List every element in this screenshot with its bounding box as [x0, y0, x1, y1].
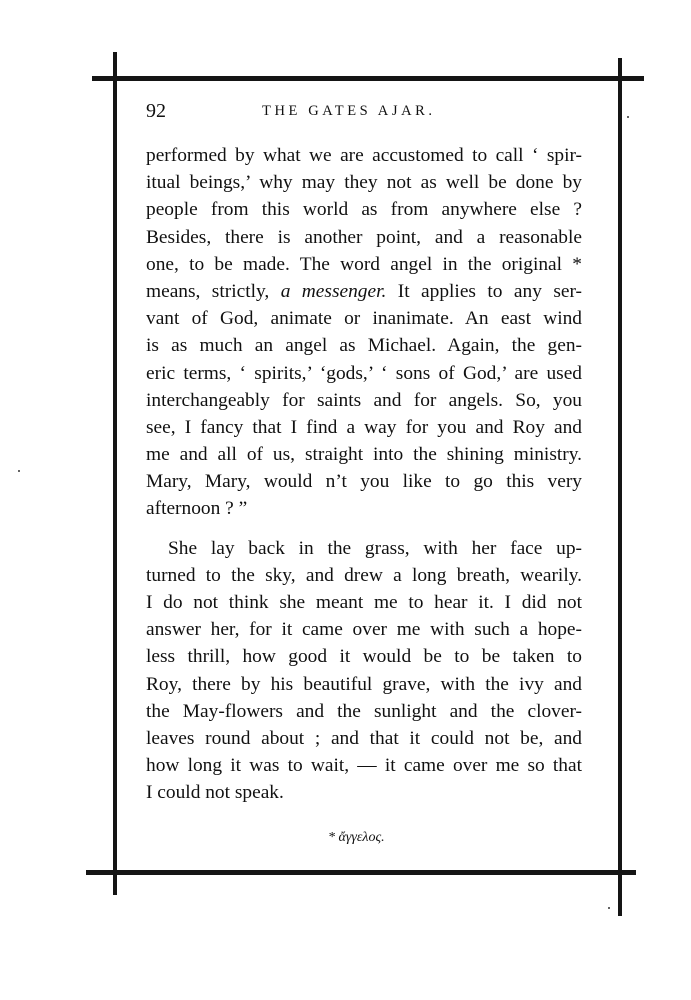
text-line: me and all of us, straight into the shining ministry. — [146, 444, 582, 466]
frame-rule-left — [113, 52, 117, 895]
page-number: 92 — [146, 100, 166, 122]
text-line: performed by what we are accustomed to call ‘ spir- — [146, 145, 582, 166]
text-line: the May-flowers and the sunlight and the clover- — [146, 700, 582, 722]
text-line: people from this world as from anywhere else ? — [146, 199, 582, 221]
text-line: how long it was to wait, — it came over me so that — [146, 755, 582, 777]
text-line: itual beings,’ why may they not as well be done by — [146, 172, 582, 194]
text-line: vant of God, animate or inanimate. An east wind — [146, 308, 582, 330]
body-text — [146, 142, 582, 807]
frame-rule-top — [92, 76, 644, 81]
text-line: Mary, Mary, would n’t you like to go this very — [146, 471, 582, 493]
text-line: She lay back in the grass, with her face up- — [168, 537, 582, 559]
footnote: * ἄγγελος. — [328, 830, 385, 845]
text-run: It applies to any ser- — [386, 280, 583, 302]
frame-rule-right — [618, 58, 622, 916]
print-speck — [18, 470, 20, 472]
print-speck — [627, 116, 629, 118]
text-line: Roy, there by his beautiful grave, with the ivy and — [146, 673, 582, 695]
text-line: turned to the sky, and drew a long breath, wearily. — [146, 564, 582, 586]
text-line: I could not speak. — [146, 782, 284, 804]
text-line: eric terms, ‘ spirits,’ ‘gods,’ ‘ sons of God,’ are used — [146, 362, 582, 384]
running-title: THE GATES AJAR. — [262, 103, 436, 119]
text-line: Besides, there is another point, and a reasonable — [146, 226, 582, 248]
text-line: answer her, for it came over me with such a hope- — [146, 619, 582, 641]
text-line: afternoon ? ” — [146, 498, 248, 520]
italic-term: a messenger. — [280, 280, 387, 302]
text-line: less thrill, how good it would be to be taken to — [146, 646, 582, 668]
paragraph-1 — [146, 142, 582, 523]
frame-rule-bottom — [86, 870, 636, 875]
text-run: means, strictly, — [146, 280, 281, 302]
text-line: see, I fancy that I find a way for you and Roy and — [146, 416, 582, 438]
print-speck — [608, 907, 610, 909]
page-header — [146, 100, 586, 130]
text-line: leaves round about ; and that it could not be, and — [146, 727, 582, 749]
text-line: one, to be made. The word angel in the original * — [146, 253, 582, 275]
text-line: interchangeably for saints and for angels. So, you — [146, 389, 582, 411]
text-line — [146, 278, 582, 305]
text-line: I do not think she meant me to hear it. I did not — [146, 592, 582, 613]
text-line: is as much an angel as Michael. Again, the gen- — [146, 335, 582, 357]
paragraph-2 — [146, 535, 582, 807]
